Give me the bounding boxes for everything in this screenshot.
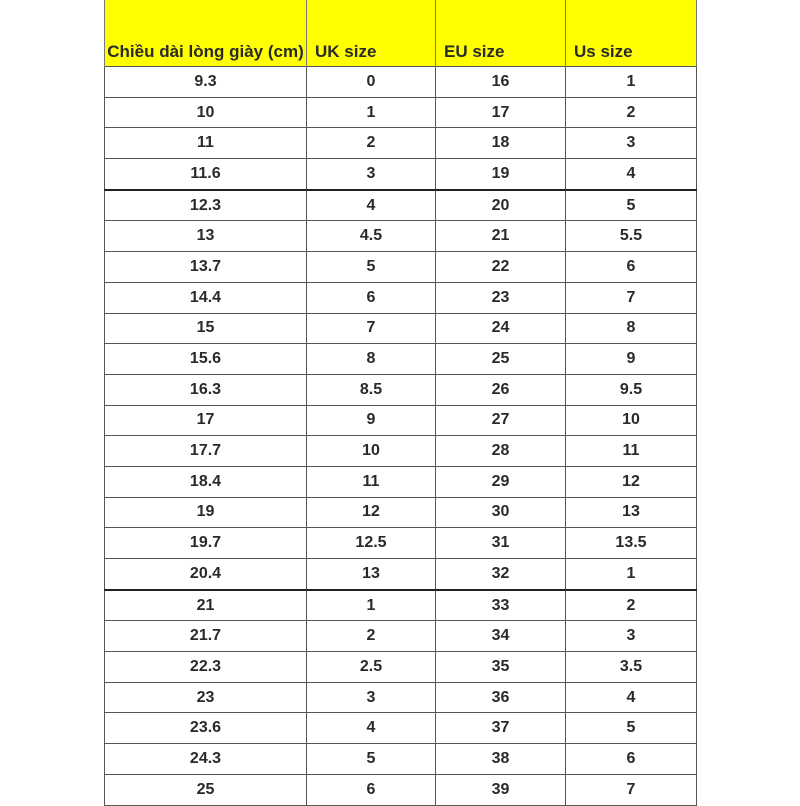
table-row [105,652,697,683]
table-row [105,466,697,497]
cell-us-size: 7 [566,282,697,313]
cell-foot-length: 11 [105,128,307,159]
cell-us-size: 11 [566,436,697,467]
table-row [105,713,697,744]
table-row [105,559,697,590]
header-eu-size: EU size [436,0,566,67]
cell-uk-size: 4 [307,713,436,744]
cell-eu-size: 19 [436,159,566,190]
cell-uk-size: 12.5 [307,528,436,559]
cell-uk-size: 1 [307,590,436,621]
cell-foot-length: 23.6 [105,713,307,744]
cell-uk-size: 0 [307,67,436,98]
table-row [105,282,697,313]
cell-eu-size: 36 [436,682,566,713]
cell-uk-size: 2 [307,128,436,159]
cell-eu-size: 35 [436,652,566,683]
cell-us-size: 4 [566,159,697,190]
cell-eu-size: 17 [436,97,566,128]
cell-foot-length: 19 [105,497,307,528]
cell-uk-size: 3 [307,159,436,190]
cell-uk-size: 6 [307,774,436,805]
cell-eu-size: 24 [436,313,566,344]
cell-us-size: 7 [566,774,697,805]
table-row [105,621,697,652]
cell-uk-size: 7 [307,313,436,344]
cell-foot-length: 24.3 [105,744,307,775]
table-row [105,252,697,283]
cell-foot-length: 13.7 [105,252,307,283]
table-row [105,67,697,98]
cell-foot-length: 13 [105,221,307,252]
cell-foot-length: 17 [105,405,307,436]
cell-foot-length: 22.3 [105,652,307,683]
table-row [105,497,697,528]
table-row [105,774,697,805]
cell-us-size: 5.5 [566,221,697,252]
table-row [105,528,697,559]
cell-uk-size: 13 [307,559,436,590]
cell-eu-size: 39 [436,774,566,805]
cell-foot-length: 10 [105,97,307,128]
table-row [105,436,697,467]
cell-uk-size: 5 [307,744,436,775]
cell-uk-size: 8.5 [307,374,436,405]
cell-us-size: 9 [566,344,697,375]
cell-foot-length: 21.7 [105,621,307,652]
cell-eu-size: 31 [436,528,566,559]
cell-foot-length: 11.6 [105,159,307,190]
cell-foot-length: 17.7 [105,436,307,467]
cell-us-size: 3 [566,128,697,159]
cell-eu-size: 18 [436,128,566,159]
table-row [105,590,697,621]
size-chart [104,0,696,806]
cell-foot-length: 23 [105,682,307,713]
cell-foot-length: 18.4 [105,466,307,497]
cell-uk-size: 8 [307,344,436,375]
cell-eu-size: 38 [436,744,566,775]
table-row [105,744,697,775]
cell-us-size: 13.5 [566,528,697,559]
cell-us-size: 9.5 [566,374,697,405]
cell-eu-size: 21 [436,221,566,252]
cell-foot-length: 15.6 [105,344,307,375]
table-row [105,313,697,344]
cell-foot-length: 16.3 [105,374,307,405]
cell-us-size: 13 [566,497,697,528]
table-row [105,190,697,221]
cell-uk-size: 4 [307,190,436,221]
cell-foot-length: 15 [105,313,307,344]
cell-uk-size: 2.5 [307,652,436,683]
cell-foot-length: 9.3 [105,67,307,98]
cell-us-size: 6 [566,744,697,775]
cell-foot-length: 25 [105,774,307,805]
cell-uk-size: 10 [307,436,436,467]
cell-us-size: 5 [566,190,697,221]
cell-us-size: 5 [566,713,697,744]
size-table [104,0,697,806]
cell-eu-size: 20 [436,190,566,221]
table-row [105,97,697,128]
cell-foot-length: 19.7 [105,528,307,559]
cell-eu-size: 30 [436,497,566,528]
cell-eu-size: 27 [436,405,566,436]
cell-uk-size: 5 [307,252,436,283]
cell-eu-size: 33 [436,590,566,621]
cell-foot-length: 21 [105,590,307,621]
cell-uk-size: 2 [307,621,436,652]
cell-uk-size: 9 [307,405,436,436]
table-row [105,405,697,436]
table-row [105,374,697,405]
table-row [105,159,697,190]
cell-eu-size: 29 [436,466,566,497]
cell-uk-size: 3 [307,682,436,713]
cell-us-size: 12 [566,466,697,497]
cell-us-size: 1 [566,559,697,590]
header-foot-length: Chiều dài lòng giày (cm) [105,0,307,67]
cell-eu-size: 16 [436,67,566,98]
cell-us-size: 1 [566,67,697,98]
cell-eu-size: 26 [436,374,566,405]
cell-uk-size: 11 [307,466,436,497]
cell-us-size: 2 [566,590,697,621]
cell-foot-length: 20.4 [105,559,307,590]
table-row [105,128,697,159]
cell-us-size: 8 [566,313,697,344]
cell-us-size: 3 [566,621,697,652]
cell-uk-size: 6 [307,282,436,313]
cell-us-size: 4 [566,682,697,713]
cell-eu-size: 23 [436,282,566,313]
cell-uk-size: 4.5 [307,221,436,252]
cell-eu-size: 34 [436,621,566,652]
cell-foot-length: 12.3 [105,190,307,221]
cell-eu-size: 28 [436,436,566,467]
cell-us-size: 6 [566,252,697,283]
cell-eu-size: 32 [436,559,566,590]
header-uk-size: UK size [307,0,436,67]
cell-foot-length: 14.4 [105,282,307,313]
cell-uk-size: 1 [307,97,436,128]
header-row [105,0,697,67]
table-row [105,682,697,713]
cell-us-size: 3.5 [566,652,697,683]
cell-eu-size: 25 [436,344,566,375]
header-us-size: Us size [566,0,697,67]
cell-us-size: 2 [566,97,697,128]
cell-eu-size: 37 [436,713,566,744]
cell-uk-size: 12 [307,497,436,528]
table-row [105,221,697,252]
cell-us-size: 10 [566,405,697,436]
table-row [105,344,697,375]
cell-eu-size: 22 [436,252,566,283]
